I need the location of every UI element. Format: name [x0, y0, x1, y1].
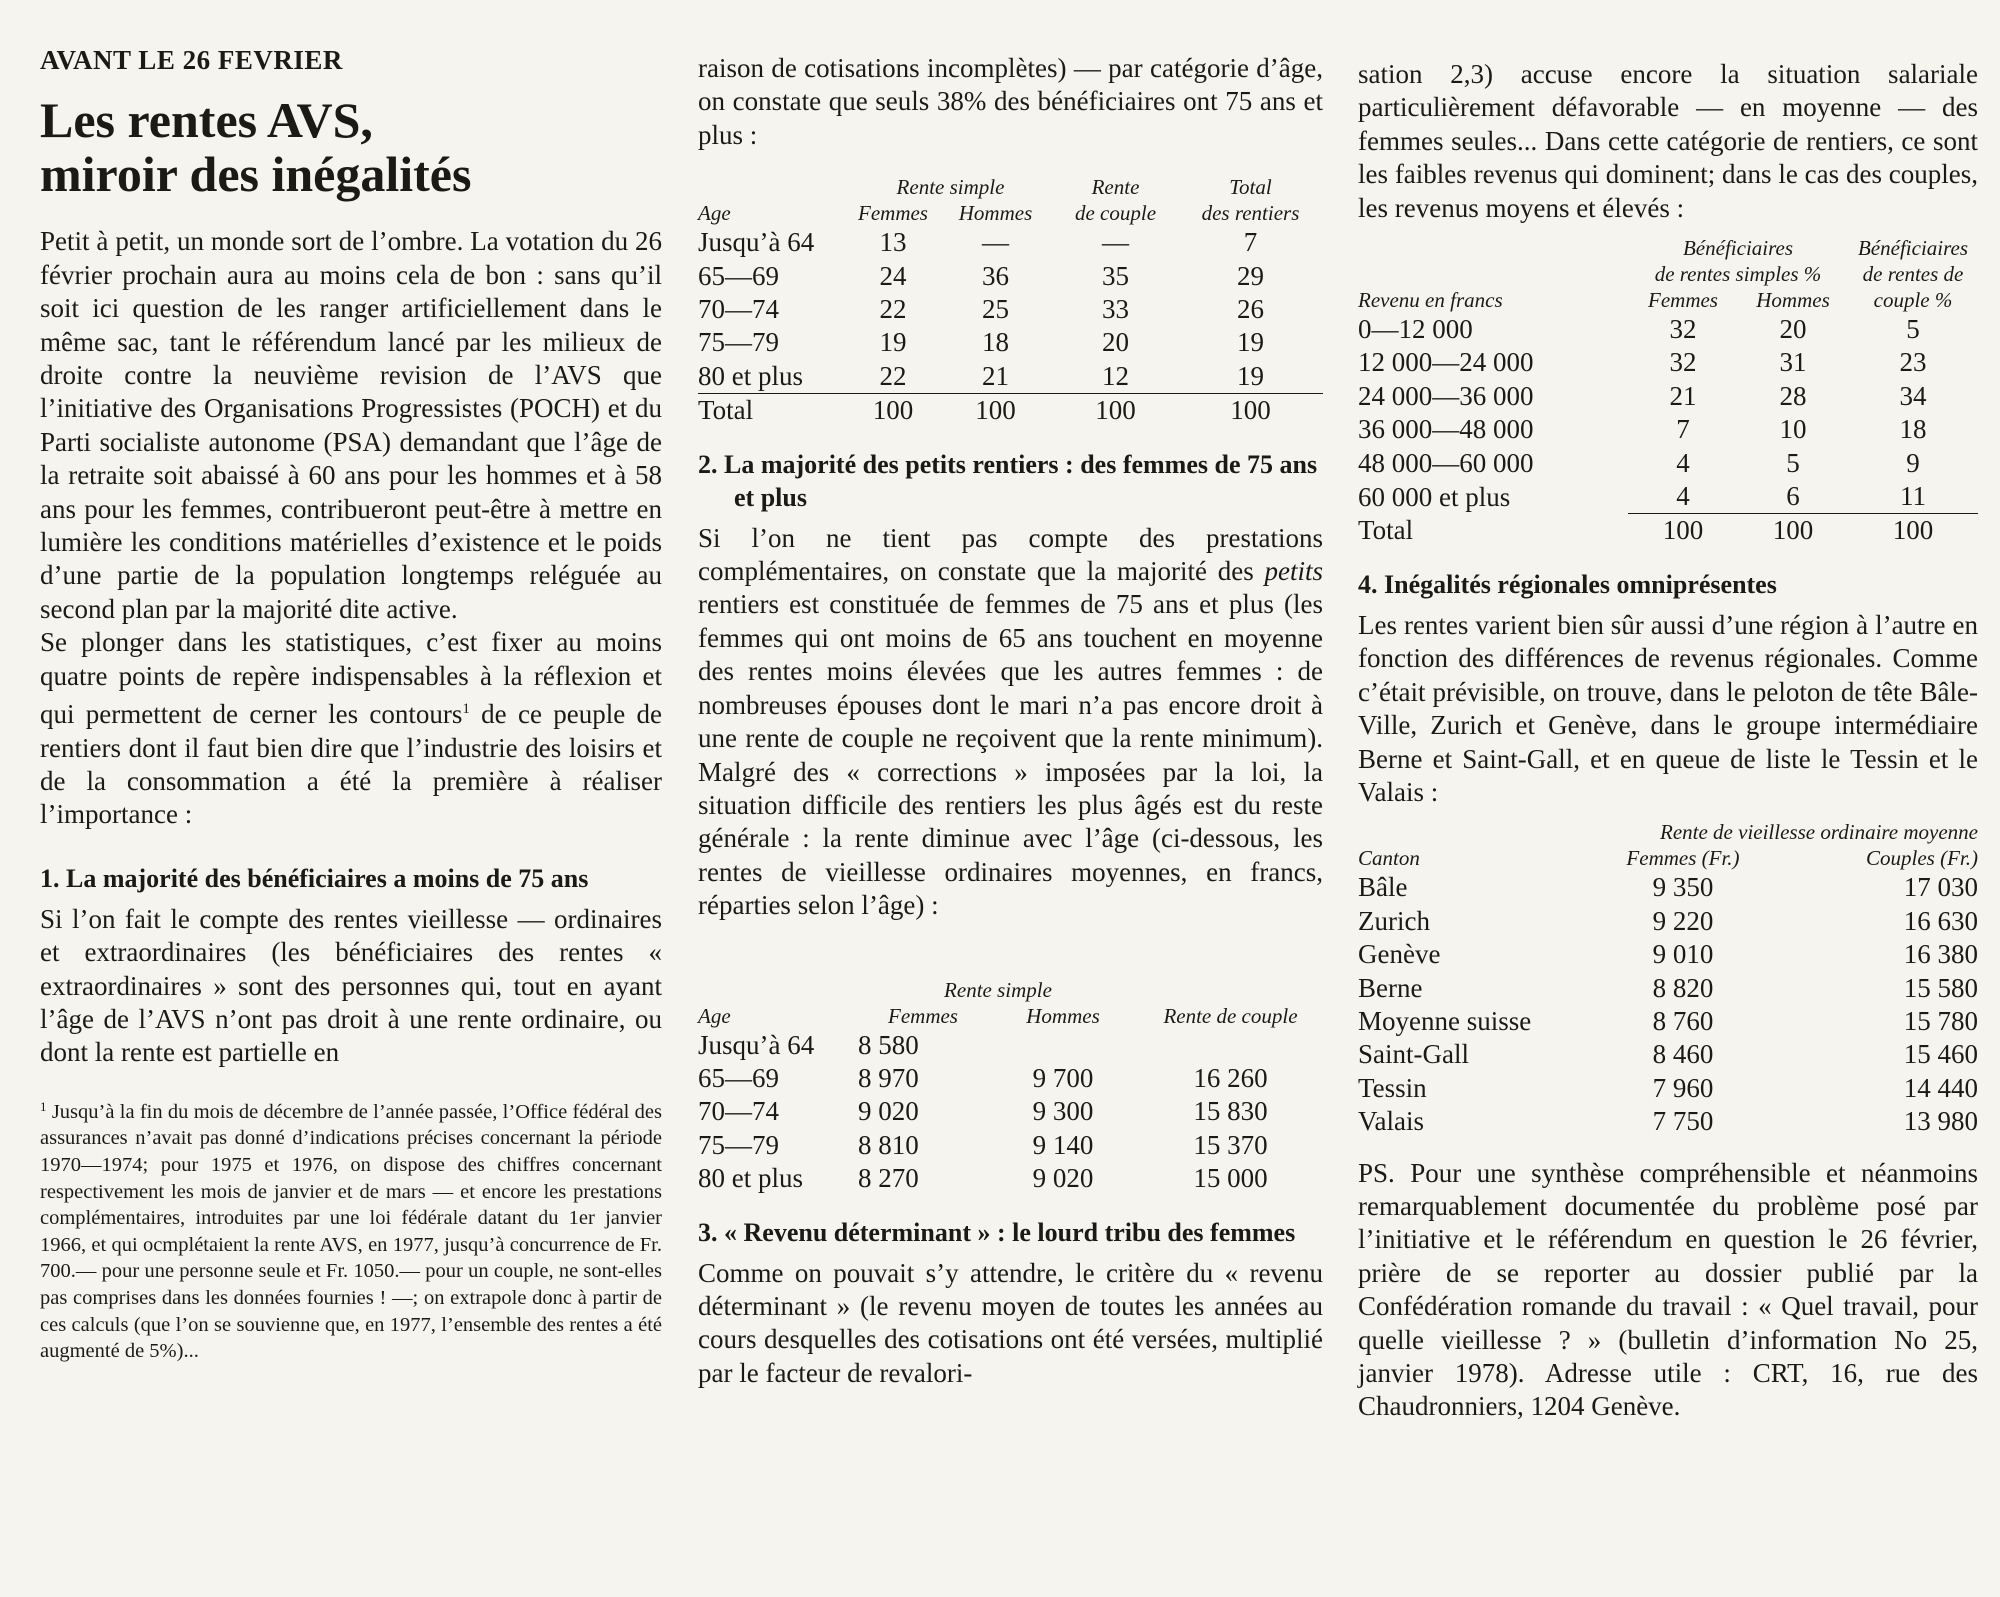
- section-2-text-a: Si l’on ne tient pas compte des prestations complémentaires, on constate que la majorité des: [698, 522, 1323, 587]
- table-cell: 9 220: [1652, 905, 1714, 936]
- t1-header-group-simple: Rente simple: [896, 175, 1005, 200]
- table-cell: 7 960: [1652, 1072, 1714, 1103]
- t2-header-femmes: Femmes: [888, 1003, 958, 1028]
- table-rente-by-age: [698, 977, 1323, 1196]
- section-1-text: Si l’on fait le compte des rentes vieillesse — ordinaires et extraordinaires (les bénéficiaires des rentes « extraordinaires » sont des personnes qui, tout en ayant l’âge de l’AVS n’ont pas droit à une rente ordinaire, ou dont la rente est partielle en: [40, 903, 662, 1068]
- table-cell: 8 970: [858, 1062, 919, 1093]
- t3-total-femmes: 100: [1662, 515, 1704, 546]
- table-cantons: [1358, 819, 1978, 1138]
- intro-paragraph-2: [40, 626, 662, 831]
- table-cell: 5: [1906, 314, 1920, 345]
- table-cell: 9 140: [1032, 1129, 1094, 1160]
- table-cell: 16 380: [1903, 939, 1978, 970]
- t3-total-hommes: 100: [1772, 515, 1814, 546]
- section-2-text-b: rentiers est constituée de femmes de 75 ans et plus (les femmes qui ont moins de 65 ans touchent en moyenne des rentes moins élevées que les autres femmes : de nombreuses épouses dont le mari n’a pas encore droit à une rente de couple ne reçoivent que la rente minimum). Malgré des « corrections » imposées par la loi, la situation difficile des rentiers les plus âgés est du reste générale : la rente diminue avec l’âge (ci-dessous, les rentes de vieillesse ordinaires moyennes, en francs, réparties selon l’âge) :: [698, 589, 1323, 921]
- table-row: [698, 293, 1323, 326]
- section-4-text: Les rentes varient bien sûr aussi d’une région à l’autre en fonction des différences de revenus régionales. Comme c’était prévisible, on trouve, dans le peloton de tête Bâle-Ville, Zurich et Genève, dans le groupe intermédiaire Berne et Saint-Gall, et en queue de liste le Tessin et le Valais :: [1358, 609, 1978, 807]
- table-cell: 8 460: [1652, 1039, 1714, 1070]
- section-2-text-em: petits: [1264, 556, 1323, 587]
- t4-header-couples: Couples (Fr.): [1866, 846, 1978, 871]
- table-cell: 20: [1779, 314, 1807, 345]
- table-cell: 21: [1669, 380, 1697, 411]
- table-cell: 14 440: [1903, 1072, 1978, 1103]
- table-cell: 9: [1906, 447, 1920, 478]
- table-cell: 26: [1237, 294, 1264, 325]
- table-cell: 7 750: [1652, 1106, 1714, 1137]
- t4-header-group: Rente de vieillesse ordinaire moyenne: [1660, 820, 1978, 845]
- table-cell: 80 et plus: [698, 360, 848, 394]
- intro-paragraph-2-b: de ce peuple de rentiers dont il faut bien dire que l’industrie des loisirs et de la consommation a été la première à réaliser l’importance :: [40, 699, 662, 830]
- table-cell: 15 370: [1193, 1129, 1268, 1160]
- table-cell: 13 980: [1903, 1106, 1978, 1137]
- table-row: [698, 1129, 1323, 1162]
- table-row: [1358, 871, 1978, 904]
- t3-total-label: Total: [1358, 515, 1414, 546]
- table-row: [1358, 447, 1978, 480]
- t4-header-canton: Canton: [1358, 846, 1420, 871]
- table-cell: 0—12 000: [1358, 314, 1473, 345]
- table-cell: Bâle: [1358, 872, 1408, 903]
- column-1: [40, 44, 662, 1365]
- table-cell: 75—79: [698, 1129, 779, 1160]
- t1-header-age: Age: [698, 201, 731, 226]
- t1-header-couple: de couple: [1074, 201, 1157, 226]
- table-cell: —: [1102, 227, 1129, 258]
- table-cell: 17 030: [1903, 872, 1978, 903]
- table-cell: 7: [1243, 227, 1258, 258]
- table-cell: 15 780: [1903, 1005, 1978, 1036]
- table-row: [1358, 346, 1978, 379]
- t1-header-hommes: Hommes: [958, 201, 1033, 226]
- table-cell: Saint-Gall: [1358, 1039, 1469, 1070]
- table-row: [698, 1162, 1323, 1195]
- t2-header-hommes: Hommes: [1026, 1003, 1100, 1028]
- table-cell: 9 700: [1032, 1062, 1094, 1093]
- table-cell: 15 000: [1193, 1163, 1268, 1194]
- section-3-title: 3. « Revenu déterminant » : le lourd tribu des femmes: [698, 1217, 1296, 1247]
- table-cell: 22: [879, 294, 907, 325]
- table-cell: 65—69: [698, 1062, 779, 1093]
- table-cell: 60 000 et plus: [1358, 481, 1511, 512]
- table-cell: 19: [1178, 360, 1323, 394]
- table-row: [1358, 1005, 1978, 1038]
- section-4-title: 4. Inégalités régionales omniprésentes: [1358, 569, 1777, 599]
- table-cell: 12: [1053, 360, 1178, 394]
- table-row: [1358, 905, 1978, 938]
- table-row: [698, 326, 1323, 359]
- t3-header-benef1a: Bénéficiaires: [1682, 236, 1793, 261]
- table-cell: 33: [1102, 294, 1129, 325]
- table-cell: —: [982, 227, 1009, 258]
- table-cell: 13: [879, 227, 907, 258]
- table-row: [1358, 1038, 1978, 1071]
- table-cell: 18: [982, 327, 1009, 358]
- table-cell: 5: [1786, 447, 1800, 478]
- table-cell: 32: [1669, 347, 1697, 378]
- table-row: [1358, 313, 1978, 346]
- intro-paragraph-1: Petit à petit, un monde sort de l’ombre. La votation du 26 février prochain aura au moins cela de bon : sans qu’il soit ici question de les ranger artificiellement dans le même sac, tant le référendum lancé par les milieux de droite contre la neuvième revision de l’AVS que l’initiative des Organisations Progressistes (POCH) et du Parti socialiste autonome (PSA) demandant que l’âge de la retraite soit abaissé à 60 ans pour les hommes et à 58 ans pour les femmes, contribueront peut-être à mettre en lumière les conditions matérielles d’existence et le poids d’une partie de la population longtemps reléguée au second plan par la majorité dite active.: [40, 226, 662, 624]
- t3-total-couple: 100: [1892, 515, 1934, 546]
- table-cell: 16 630: [1903, 905, 1978, 936]
- t3-header-revenu: Revenu en francs: [1358, 288, 1503, 313]
- postscript: PS. Pour une synthèse compréhensible et néanmoins remarquablement documentée du problème posé par l’initiative et le référendum en question le 26 février, prière de se reporter au dossier publié par la Confédération romande du travail : « Quel travail, pour quelle vieillesse ? » (bulletin d’information No 25, janvier 1978). Adresse utile : CRT, 16, rue des Chaudronniers, 1204 Genève.: [1358, 1157, 1978, 1422]
- t3-header-femmes: Femmes: [1648, 288, 1718, 313]
- table-cell: [1138, 1029, 1323, 1062]
- table-row: [698, 260, 1323, 293]
- table-cell: 75—79: [698, 327, 779, 358]
- table-cell: 36: [982, 260, 1009, 291]
- table-row: [1358, 413, 1978, 446]
- table-row: [1358, 938, 1978, 971]
- table-cell: 24: [879, 260, 907, 291]
- t2-body: [698, 1029, 1323, 1196]
- table-cell: 23: [1899, 347, 1927, 378]
- table-cell: Jusqu’à 64: [698, 1029, 815, 1060]
- table-age-distribution: [698, 174, 1323, 427]
- section-3-text-continued: sation 2,3) accuse encore la situation salariale particulièrement défavorable — en moyenne — des femmes seules... Dans cette catégorie de rentiers, ce sont les faibles revenus qui dominent; dans le cas des couples, les revenus moyens et élevés :: [1358, 59, 1978, 223]
- table-cell: 12 000—24 000: [1358, 347, 1534, 378]
- t1-total-label: Total: [698, 395, 754, 426]
- table-cell: 36 000—48 000: [1358, 414, 1534, 445]
- t3-total-row: [1358, 514, 1978, 548]
- table-cell: 8 270: [858, 1163, 919, 1194]
- table-cell: Genève: [1358, 939, 1441, 970]
- t3-header-hommes: Hommes: [1756, 288, 1830, 313]
- table-cell: Jusqu’à 64: [698, 227, 815, 258]
- t3-header-benef1b: de rentes simples %: [1654, 262, 1822, 287]
- t1-header-femmes: Femmes: [858, 201, 928, 226]
- t1-total-all: 100: [1230, 395, 1271, 426]
- table-row: [698, 1095, 1323, 1128]
- table-cell: 8 820: [1652, 972, 1714, 1003]
- t4-header-femmes: Femmes (Fr.): [1626, 846, 1740, 871]
- section-3-text: Comme on pouvait s’y attendre, le critère du « revenu déterminant » (le revenu moyen de toutes les années au cours desquelles des cotisations ont été versées, multiplié par le facteur de revalori-: [698, 1257, 1323, 1388]
- table-cell: 21: [938, 360, 1053, 394]
- table-cell: 31: [1779, 347, 1807, 378]
- headline-line-1: Les rentes AVS,: [40, 92, 373, 149]
- table-cell: 9 020: [858, 1096, 919, 1127]
- table-cell: Tessin: [1358, 1072, 1427, 1103]
- table-cell: 25: [982, 294, 1009, 325]
- section-2-title: 2. La majorité des petits rentiers : des femmes de 75 ans et plus: [698, 449, 1318, 512]
- table-cell: 19: [1237, 327, 1264, 358]
- kicker: AVANT LE 26 FEVRIER: [40, 45, 343, 75]
- table-cell: 28: [1779, 380, 1807, 411]
- table-row: [698, 360, 1323, 394]
- t3-body: [1358, 313, 1978, 514]
- column-3: [1358, 58, 1978, 1424]
- t1-total-couple: 100: [1095, 395, 1136, 426]
- t1-header-total: des rentiers: [1201, 201, 1300, 226]
- t3-header-couple: couple %: [1873, 288, 1953, 313]
- table-cell: 35: [1102, 260, 1129, 291]
- column-2: [698, 52, 1323, 1390]
- table-cell: 9 010: [1652, 939, 1714, 970]
- section-2-text: [698, 522, 1323, 923]
- table-cell: 15 580: [1903, 972, 1978, 1003]
- table-cell: 9 350: [1652, 872, 1714, 903]
- table-cell: 8 760: [1652, 1005, 1714, 1036]
- table-cell: Valais: [1358, 1106, 1424, 1137]
- t1-total-hommes: 100: [975, 395, 1016, 426]
- table-cell: 4: [1628, 480, 1738, 514]
- table-cell: 15 460: [1903, 1039, 1978, 1070]
- table-cell: 7: [1676, 414, 1690, 445]
- table-row: [698, 1029, 1323, 1062]
- table-cell: 18: [1899, 414, 1927, 445]
- table-cell: 20: [1102, 327, 1129, 358]
- t2-header-couple: Rente de couple: [1163, 1003, 1298, 1028]
- table-row: [1358, 972, 1978, 1005]
- headline-line-2: miroir des inégalités: [40, 146, 472, 203]
- t1-total-row: [698, 394, 1323, 428]
- footnote: [40, 1094, 662, 1365]
- table-cell: 34: [1899, 380, 1927, 411]
- footnote-marker: 1: [40, 1098, 47, 1114]
- t2-header-group: Rente simple: [944, 977, 1052, 1002]
- t2-header-age: Age: [698, 1003, 731, 1028]
- table-cell: 22: [848, 360, 938, 394]
- table-row: [1358, 1072, 1978, 1105]
- table-cell: 70—74: [698, 1096, 779, 1127]
- table-income-distribution: [1358, 235, 1978, 548]
- table-cell: 6: [1738, 480, 1848, 514]
- intro-paragraph-2-a: Se plonger dans les statistiques, c’est fixer au moins quatre points de repère indispensables à la réflexion et qui permettent de cerner les contours: [40, 627, 662, 730]
- t1-body: [698, 226, 1323, 394]
- table-cell: 4: [1676, 447, 1690, 478]
- table-row: [1358, 480, 1978, 514]
- table-cell: 29: [1237, 260, 1264, 291]
- t1-header-group-total: Total: [1229, 175, 1272, 200]
- table-cell: Zurich: [1358, 905, 1430, 936]
- table-cell: [988, 1029, 1138, 1062]
- table-cell: 11: [1848, 480, 1978, 514]
- table-cell: 16 260: [1193, 1062, 1268, 1093]
- footnote-ref: 1: [462, 701, 470, 718]
- t3-header-benef2b: de rentes de: [1862, 262, 1964, 287]
- table-row: [1358, 1105, 1978, 1138]
- section-1-text-continued: raison de cotisations incomplètes) — par catégorie d’âge, on constate que seuls 38% des bénéficiaires ont 75 ans et plus :: [698, 53, 1323, 150]
- table-cell: 48 000—60 000: [1358, 447, 1534, 478]
- table-cell: 70—74: [698, 294, 779, 325]
- table-row: [698, 1062, 1323, 1095]
- section-1-title: 1. La majorité des bénéficiaires a moins de 75 ans: [40, 863, 589, 893]
- headline: [40, 93, 662, 201]
- t1-header-group-couple: Rente: [1091, 175, 1140, 200]
- table-cell: 9 020: [1032, 1163, 1094, 1194]
- table-cell: 65—69: [698, 260, 779, 291]
- table-cell: 8 810: [858, 1129, 919, 1160]
- table-cell: 15 830: [1193, 1096, 1268, 1127]
- table-cell: 10: [1779, 414, 1807, 445]
- table-cell: 19: [879, 327, 907, 358]
- table-cell: 32: [1669, 314, 1697, 345]
- t1-total-femmes: 100: [872, 395, 914, 426]
- t4-body: [1358, 871, 1978, 1138]
- table-cell: 9 300: [1032, 1096, 1094, 1127]
- table-cell: Moyenne suisse: [1358, 1005, 1532, 1036]
- table-row: [698, 226, 1323, 259]
- t3-header-benef2a: Bénéficiaires: [1857, 236, 1968, 261]
- footnote-text: Jusqu’à la fin du mois de décembre de l’année passée, l’Office fédéral des assurances n’avait pas donné d’indications précises concernant la période 1970—1974; pour 1975 et 1976, on dispose des chiffres concernant respectivement les mois de janvier et de mars — et encore les prestations complémentaires, introduites par une loi fédérale datant du 1er janvier 1966, et qui ocmplétaient la rente AVS, en 1977, jusqu’à concurrence de Fr. 700.— pour une personne seule et Fr. 1050.— pour un couple, ne sont-elles pas comprises dans les données fournies ! —; on extrapole donc à partir de ces calculs (que l’on se souvienne que, en 1977, l’ensemble des rentes a été augmenté de 5%)...: [40, 1100, 663, 1363]
- table-cell: 80 et plus: [698, 1163, 803, 1194]
- table-cell: 8 580: [858, 1029, 919, 1060]
- table-cell: 24 000—36 000: [1358, 380, 1534, 411]
- table-row: [1358, 380, 1978, 413]
- table-cell: Berne: [1358, 972, 1423, 1003]
